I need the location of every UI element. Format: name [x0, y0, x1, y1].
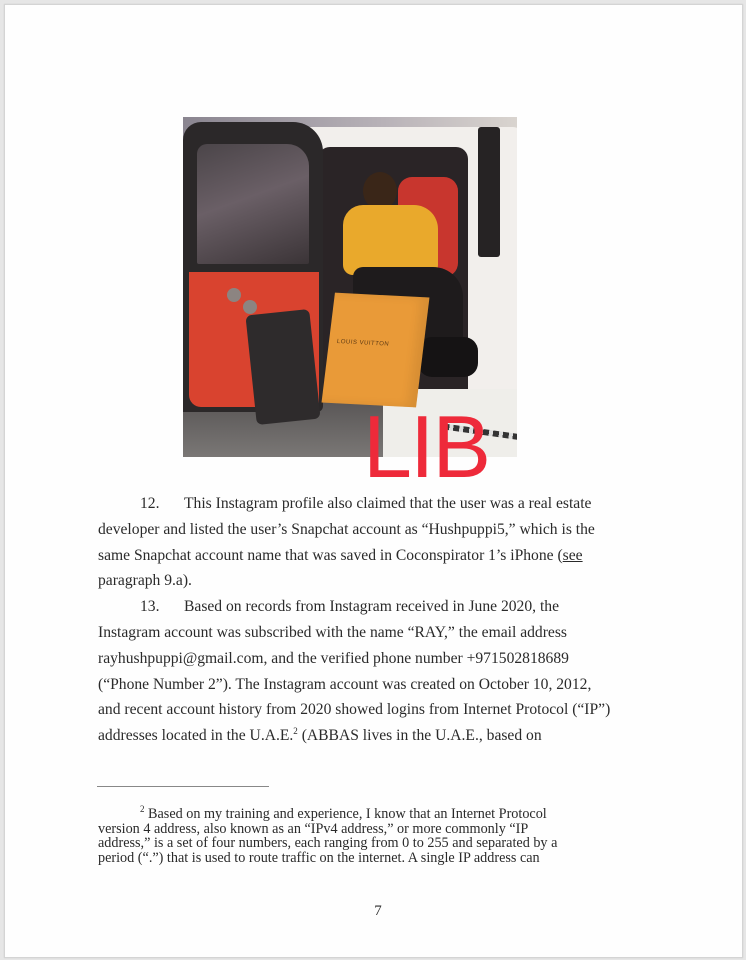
paragraph-12-line-4: paragraph 9.a). [98, 572, 192, 590]
paragraph-13-line-4: (“Phone Number 2”). The Instagram account was created on October 10, 2012, [98, 675, 592, 693]
watermark-lib: LIB [363, 397, 490, 496]
paragraph-13-line-2: Instagram account was subscribed with the name “RAY,” the email address [98, 623, 567, 641]
car-door [183, 122, 323, 412]
footnote-line-1 [98, 804, 658, 822]
footnote [98, 804, 658, 866]
paragraph-13-line-1 [98, 594, 658, 620]
text-line: Based on records from Instagram received in June 2020, the [184, 598, 559, 616]
footnote-line-4: period (“.”) that is used to route traffic on the internet. A single IP address can [98, 849, 540, 866]
door-speaker [227, 288, 241, 302]
paragraph-12-line-2: developer and listed the user’s Snapchat account as “Hushpuppi5,” which is the [98, 520, 595, 538]
page-number: 7 [374, 903, 382, 919]
paragraph-number: 13. [140, 598, 160, 616]
text-line: addresses located in the U.A.E. [98, 727, 294, 745]
document-page [4, 4, 743, 958]
text-line: This Instagram profile also claimed that the user was a real estate [184, 495, 592, 512]
text-line: (ABBAS lives in the U.A.E., based on [297, 727, 542, 745]
bag-brand-text: LOUIS VUITTON [336, 338, 390, 348]
footnote-line-3: address,” is a set of four numbers, each ranging from 0 to 255 and separated by a [98, 835, 558, 851]
footnote-separator [97, 786, 269, 787]
shopping-bag [322, 293, 430, 408]
text-line: same Snapchat account name that was saved in Coconspirator 1’s iPhone ( [98, 546, 563, 564]
paragraph-12-line-3 [98, 543, 658, 569]
body-text [98, 491, 658, 749]
footnote-line-2: version 4 address, also known as an “IPv4 address,” or more commonly “IP [98, 820, 529, 837]
paragraph-13-line-3: rayhushpuppi@gmail.com, and the verified phone number +971502818689 [98, 649, 569, 667]
paragraph-13-line-6 [98, 723, 658, 749]
car-pillar [478, 127, 500, 257]
door-armrest [245, 309, 320, 425]
paragraph-12-line-1 [98, 491, 658, 517]
door-speaker [243, 300, 257, 314]
see-reference: see [562, 546, 583, 564]
person-shoes [418, 337, 478, 377]
paragraph-number: 12. [140, 495, 160, 512]
paragraph-13-line-5: and recent account history from 2020 showed logins from Internet Protocol (“IP”) [98, 701, 611, 719]
door-window [197, 144, 309, 264]
footnote-marker: 2 [140, 804, 145, 814]
text-line: Based on my training and experience, I know that an Internet Protocol [144, 806, 547, 822]
footnote-reference[interactable]: 2 [293, 726, 298, 737]
person-yellow-jacket [343, 205, 438, 275]
